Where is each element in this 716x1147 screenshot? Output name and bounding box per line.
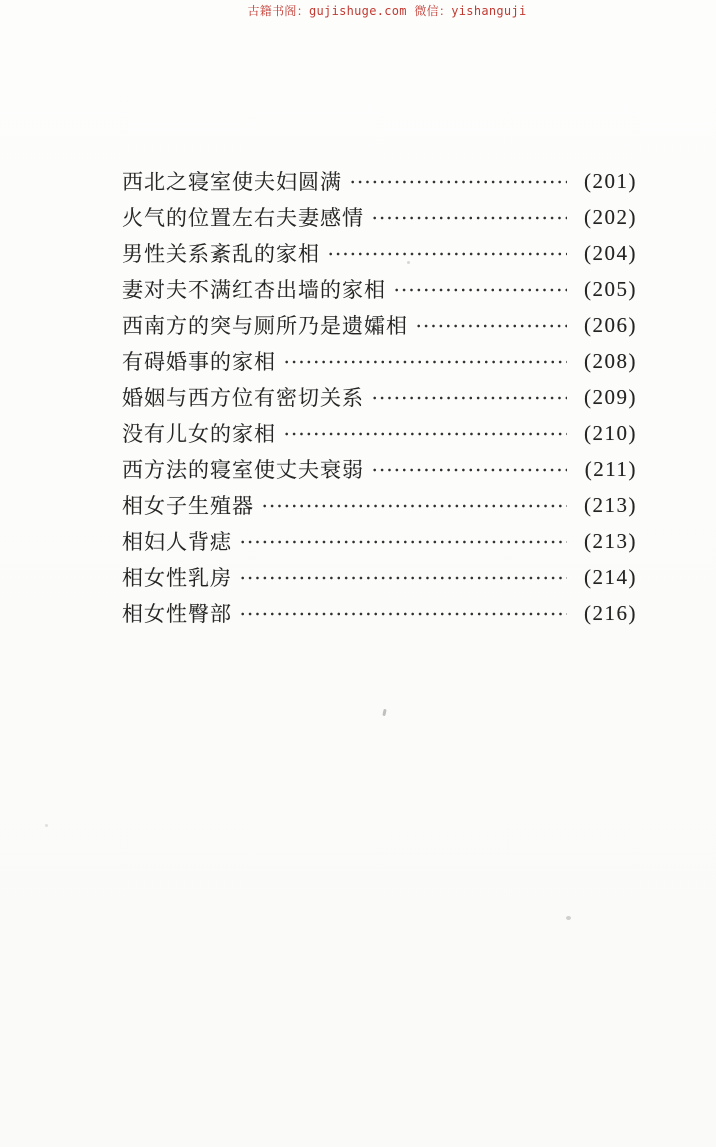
scan-speck (45, 824, 48, 827)
toc-entry-title: 男性关系紊乱的家相 (122, 242, 320, 266)
toc-entry-title: 没有儿女的家相 (122, 422, 276, 446)
dot-leader (239, 602, 567, 626)
dot-leader (239, 530, 567, 554)
dot-leader (283, 422, 567, 446)
toc-entry (122, 595, 637, 631)
toc-entry (122, 235, 637, 271)
toc-entry-title: 火气的位置左右夫妻感情 (122, 206, 364, 230)
dot-leader (371, 206, 567, 230)
scan-speck (382, 709, 386, 716)
toc-entry (122, 415, 637, 451)
dot-leader (327, 242, 567, 266)
dot-leader (261, 494, 567, 518)
toc-entry-page: (209) (584, 384, 637, 409)
toc-entry-page: (206) (584, 312, 637, 337)
toc-entry-page: (208) (584, 348, 637, 373)
toc-entry (122, 487, 637, 523)
toc-entry-title: 相女性乳房 (122, 566, 232, 590)
toc-entry (122, 559, 637, 595)
scan-speck (566, 916, 571, 920)
table-of-contents (122, 163, 637, 631)
toc-entry-title: 妻对夫不满红杏出墙的家相 (122, 278, 386, 302)
toc-entry (122, 271, 637, 307)
toc-entry-title: 有碍婚事的家相 (122, 350, 276, 374)
toc-entry-page: (213) (584, 528, 637, 553)
toc-entry-page: (214) (584, 564, 637, 589)
toc-entry-title: 西方法的寝室使丈夫衰弱 (122, 458, 364, 482)
toc-entry-title: 相妇人背痣 (122, 530, 232, 554)
toc-entry-page: (201) (584, 168, 637, 193)
toc-entry-page: (210) (584, 420, 637, 445)
toc-entry-page: (211) (584, 456, 637, 481)
toc-entry (122, 307, 637, 343)
toc-entry-page: (202) (584, 204, 637, 229)
toc-entry (122, 451, 637, 487)
dot-leader (371, 458, 567, 482)
toc-entry (122, 199, 637, 235)
toc-entry-title: 西南方的突与厕所乃是遗孀相 (122, 314, 408, 338)
toc-entry-title: 相女子生殖器 (122, 494, 254, 518)
toc-entry-title: 西北之寝室使夫妇圆满 (122, 170, 342, 194)
toc-entry (122, 343, 637, 379)
toc-entry-title: 相女性臀部 (122, 602, 232, 626)
toc-entry-page: (213) (584, 492, 637, 517)
toc-entry (122, 379, 637, 415)
toc-entry-page: (204) (584, 240, 637, 265)
toc-entry-page: (205) (584, 276, 637, 301)
toc-entry (122, 523, 637, 559)
toc-entry-page: (216) (584, 600, 637, 625)
dot-leader (393, 278, 567, 302)
dot-leader (371, 386, 567, 410)
dot-leader (349, 170, 567, 194)
toc-entry-title: 婚姻与西方位有密切关系 (122, 386, 364, 410)
dot-leader (239, 566, 567, 590)
dot-leader (283, 350, 567, 374)
dot-leader (415, 314, 567, 338)
watermark-header: 古籍书阁：gujishuge.com 微信：yishanguji (247, 4, 527, 18)
toc-entry (122, 163, 637, 199)
